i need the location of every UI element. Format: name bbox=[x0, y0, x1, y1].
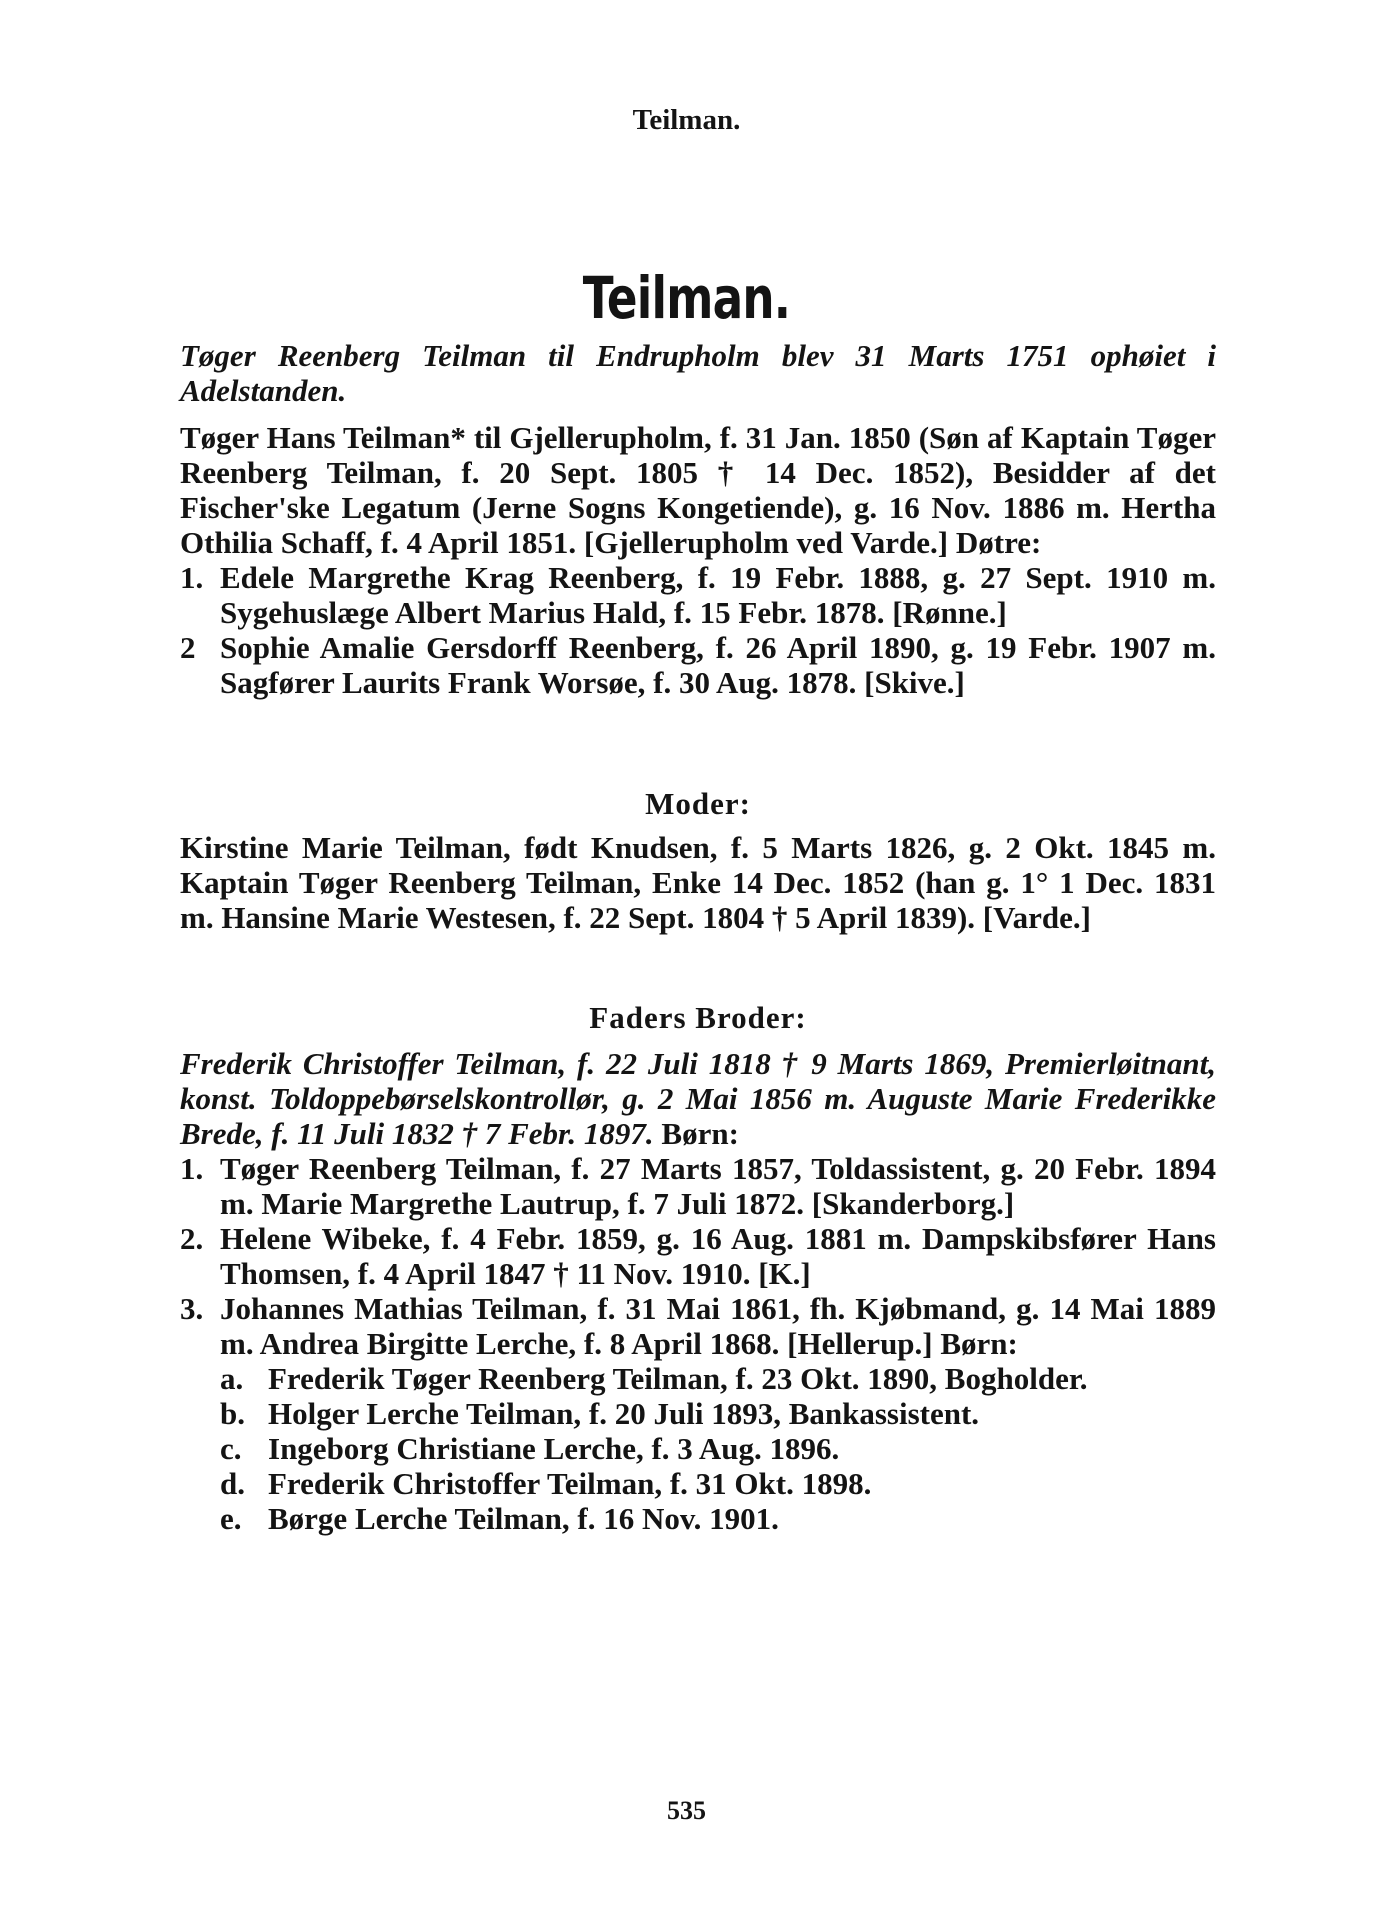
page-number: 535 bbox=[667, 1796, 706, 1825]
main-entry: Tøger Hans Teilman* til Gjellerupholm, f. 31 Jan. 1850 (Søn af Kaptain Tøger Reenberg Teilman, f. 20 Sept. 1805 † 14 Dec. 1852), Besidder af det Fischer'ske Legatum (Jerne Sogns Kongetiende), g. 16 Nov. 1886 m. Hertha Othilia Schaff, f. 4 April 1851. [Gjellerupholm ved Varde.] Døtre: bbox=[180, 420, 1216, 560]
list-item-number: 2 bbox=[180, 630, 196, 665]
list-item-text: Ingeborg Christiane Lerche, f. 3 Aug. 1896. bbox=[268, 1431, 840, 1466]
uncle-children-label: Børn: bbox=[661, 1116, 739, 1151]
list-item-letter: b. bbox=[220, 1396, 245, 1431]
list-item bbox=[220, 1431, 1216, 1466]
list-item-text: Johannes Mathias Teilman, f. 31 Mai 1861, fh. Kjøbmand, g. 14 Mai 1889 m. Andrea Birgitte Lerche, f. 8 April 1868. [Hellerup.] Børn: bbox=[220, 1291, 1216, 1361]
list-item-text: Frederik Christoffer Teilman, f. 31 Okt. 1898. bbox=[268, 1466, 872, 1501]
main-entry-section bbox=[180, 420, 1216, 700]
children-list bbox=[180, 1151, 1216, 1361]
list-item bbox=[180, 1151, 1216, 1221]
list-item-text: Frederik Tøger Reenberg Teilman, f. 23 Okt. 1890, Bogholder. bbox=[268, 1361, 1088, 1396]
running-head: Teilman. bbox=[632, 104, 741, 136]
list-item bbox=[220, 1501, 1216, 1536]
list-item-letter: c. bbox=[220, 1431, 242, 1466]
list-item bbox=[180, 630, 1216, 700]
uncle-entry-text: Frederik Christoffer Teilman, f. 22 Juli 1818 † 9 Marts 1869, Premierløitnant, konst. Toldoppebørselskontrollør, g. 2 Mai 1856 m. Auguste Marie Frederikke Brede, f. 11 Juli 1832 † 7 Febr. 1897. bbox=[180, 1046, 1216, 1151]
list-item-text: Edele Margrethe Krag Reenberg, f. 19 Febr. 1888, g. 27 Sept. 1910 m. Sygehuslæge Albert Marius Hald, f. 15 Febr. 1878. [Rønne.] bbox=[220, 560, 1216, 630]
mother-heading: Moder: bbox=[645, 786, 751, 821]
uncle-entry bbox=[180, 1046, 1216, 1151]
list-item-number: 1. bbox=[180, 1151, 204, 1186]
list-item-letter: a. bbox=[220, 1361, 244, 1396]
list-item bbox=[180, 1221, 1216, 1291]
list-item-text: Børge Lerche Teilman, f. 16 Nov. 1901. bbox=[268, 1501, 779, 1536]
daughters-list bbox=[180, 560, 1216, 700]
page-title: Teilman. bbox=[582, 264, 791, 332]
list-item-text: Helene Wibeke, f. 4 Febr. 1859, g. 16 Aug. 1881 m. Dampskibsfører Hans Thomsen, f. 4 April 1847 † 11 Nov. 1910. [K.] bbox=[220, 1221, 1216, 1291]
uncle-section bbox=[180, 1046, 1216, 1536]
mother-entry: Kirstine Marie Teilman, født Knudsen, f. 5 Marts 1826, g. 2 Okt. 1845 m. Kaptain Tøger Reenberg Teilman, Enke 14 Dec. 1852 (han g. 1° 1 Dec. 1831 m. Hansine Marie Westesen, f. 22 Sept. 1804 † 5 April 1839). [Varde.] bbox=[180, 830, 1216, 935]
intro-paragraph: Tøger Reenberg Teilman til Endrupholm blev 31 Marts 1751 ophøiet i Adelstanden. bbox=[180, 338, 1216, 408]
list-item-text: Holger Lerche Teilman, f. 20 Juli 1893, Bankassistent. bbox=[268, 1396, 980, 1431]
list-item bbox=[180, 560, 1216, 630]
list-item-text: Tøger Reenberg Teilman, f. 27 Marts 1857, Toldassistent, g. 20 Febr. 1894 m. Marie Margrethe Lautrup, f. 7 Juli 1872. [Skanderborg.] bbox=[220, 1151, 1216, 1221]
grandchildren-list bbox=[180, 1361, 1216, 1536]
list-item bbox=[220, 1361, 1216, 1396]
list-item bbox=[220, 1396, 1216, 1431]
list-item bbox=[220, 1466, 1216, 1501]
list-item-letter: d. bbox=[220, 1466, 245, 1501]
list-item bbox=[180, 1291, 1216, 1361]
list-item-number: 2. bbox=[180, 1221, 204, 1256]
list-item-number: 1. bbox=[180, 560, 204, 595]
list-item-letter: e. bbox=[220, 1501, 242, 1536]
list-item-text: Sophie Amalie Gersdorff Reenberg, f. 26 April 1890, g. 19 Febr. 1907 m. Sagfører Laurits Frank Worsøe, f. 30 Aug. 1878. [Skive.] bbox=[220, 630, 1216, 700]
uncle-heading: Faders Broder: bbox=[589, 1000, 807, 1035]
list-item-number: 3. bbox=[180, 1291, 204, 1326]
